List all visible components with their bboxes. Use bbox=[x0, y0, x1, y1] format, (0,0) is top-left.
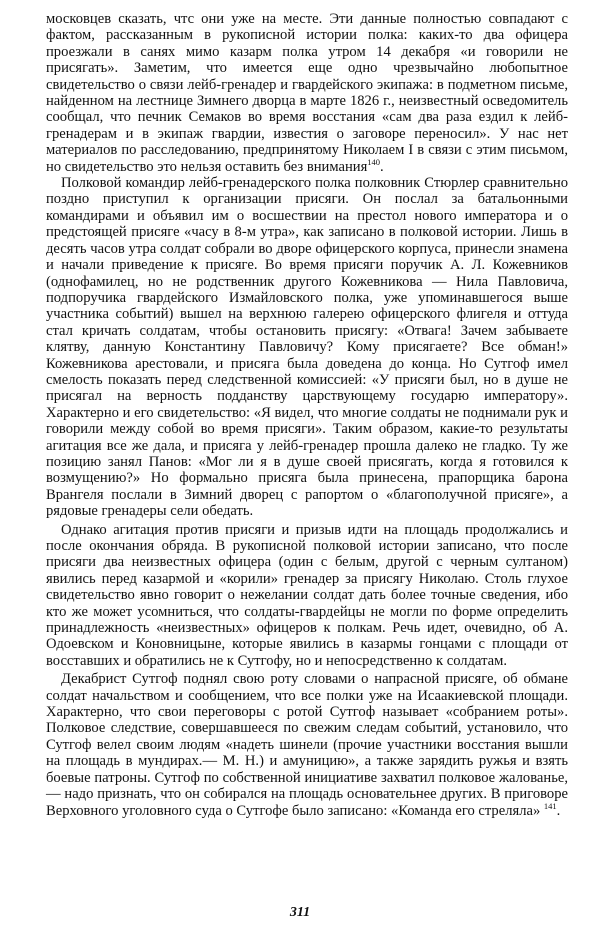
paragraph-text: Однако агитация против присяги и призыв идти на площадь продолжались и после окончания обряда. В рукописной полковой истории записано, что после присяги два неизвестных офицера (один с белым, другой с черным султаном) явились перед казармой и «корили» гренадер за присягу Николаю. Столь глухое свидетельство явно говорит о нежелании солдат дать более точные сведения, ибо кто же может усомниться, что солдаты-гвардейцы не могли по форме определить принадлежность «неизвестных» офицеров к полкам. Речь идет, очевидно, об А. Одоевском и Коновницыне, которые явились в казармы гонцами с площади от восставших и обратились не к Сутгофу, но и непосредственно к солдатам. bbox=[46, 521, 568, 669]
paragraph-2 bbox=[46, 175, 568, 520]
paragraph-1: московцев сказать, чтс они уже на месте. Эти данные полностью совпадают с фактом, рассказанным в рукописной истории полка: каких-то два офицера проезжали в санях мимо казарм полка утром 14 декабря «и говорили не присягать». Заметим, что имеется еще одно чрезвычайно любопытное свидетельство о связи лейб-гренадер и гвардейского экипажа: в подметном письме, найденном на лестнице Зимнего дворца в марте 1826 г., неизвестный осведомитель сообщал, что печник Семаков во время восстания «сам два раза ездил к лейб-гренадерам и в экипаж гвардии, известия о заговоре переносил». У нас нет материалов по расследованию, предпринятому Николаем I в связи с этим письмом, но свидетельство это нельзя оставить без внимания$^{140}$. bbox=[46, 11, 568, 175]
paragraph-4: Декабрист Сутгоф поднял свою роту словами о напрасной присяге, об обмане солдат начальством и сообщением, что все полки уже на Исаакиевской площади. Характерно, что свои переговоры с ротой Сутгоф называет «собранием роты». Полковое следствие, совершавшееся по свежим следам событий, установило, что Сутгоф велел своим людям «надеть шинели (прочие участники восстания вышли на площадь в мундирах.— М. Н.) и амуницию», а также зарядить ружья и взять боевые патроны. Сутгоф по собственной инициативе захватил полковое жалованье,— надо признать, что он собирался на площадь основательнее других. В приговоре Верховного уголовного суда о Сутгофе было записано: «Команда его стреляла» $^{141}$. bbox=[46, 671, 568, 819]
paragraph-text: московцев сказать, чтс они уже на месте. Эти данные полностью совпадают с фактом, рассказанным в рукописной истории полка: каких-то два офицера проезжали в санях мимо казарм полка утром 14 декабря «и говорили не присягать». Заметим, что имеется еще одно чрезвычайно любопытное свидетельство о связи лейб-гренадер и гвардейского экипажа: в подметном письме, найденном на лестнице Зимнего дворца в марте 1826 г., неизвестный осведомитель сообщал, что печник Семаков во время восстания «сам два раза ездил к лейб-гренадерам и в экипаж гвардии, известия о заговоре переносил». У нас нет материалов по расследованию, предпринятому Николаем I в связи с этим письмом, но свидетельство это нельзя оставить без внимания bbox=[46, 11, 568, 175]
paragraph-text: Декабрист Сутгоф поднял свою роту словами о напрасной присяге, об обмане солдат начальством и сообщением, что все полки уже на Исаакиевской площади. Характерно, что свои переговоры с ротой Сутгоф называет «собранием роты». Полковое следствие, совершавшееся по свежим следам событий, установило, что Сутгоф велел своим людям «надеть шинели (прочие участники восстания вышли на площадь в мундирах.— М. Н.) и амуницию», а также зарядить ружья и взять боевые патроны. Сутгоф по собственной инициативе захватил полковое жалованье,— надо признать, что он собирался на площадь основательнее других. В приговоре Верховного уголовного суда о Сутгофе было записано: «Команда его стреляла» bbox=[46, 671, 568, 819]
paragraph-text: Полковой командир лейб-гренадерского полка полковник Стюрлер сравнительно поздно приступил к организации присяги. Он послал за батальонными командирами и объявил им о восшествии на престол нового императора и о предстоящей присяге «часу в 8-м утра», как записано в полковой истории. Лишь в десять часов утра солдат собрали во дворе офицерского корпуса, принесли знамена и начали приведение к присяге. Во время присяги поручик А. Л. Кожевников (однофамилец, но не родственник другого Кожевникова — Нила Павловича, подпоручика гвардейского Измайловского полка, уже упоминавшегося выше участника событий) вышел на верхнюю галерею офицерского флигеля и оттуда стал кричать солдатам, чтобы остановить присягу: «Отвага! Зачем забываете клятву, данную Константину Павловичу? Кому присягаете? Все обман!» Кожевникова арестовали, и присяга была доведена до конца. Но Сутгоф имел смелость показать перед следственной комиссией: «У присяги был, но в душе не присягал на верность подданству царствующему государю императору». Характерно и его свидетельство: «Я видел, что многие солдаты не поднимали рук и говорили между собой во время присяги». Таким образом, какие-то результаты агитация все же дала, и присяга у лейб-гренадер прошла далеко не гладко. Ту же позицию занял Панов: «Мог ли я в душе своей присягать, когда я готовился к возмущению?» Но формально присяга была принесена, прапорщика барона Врангеля послали в Зимний дворец с рапортом о «благополучной присяге», а рядовые гренадеры сели обедать. bbox=[46, 175, 568, 520]
paragraph-3 bbox=[46, 522, 568, 670]
page-number: 311 bbox=[289, 905, 311, 920]
body-text bbox=[46, 11, 568, 819]
footnote-ref: 140 bbox=[367, 156, 381, 167]
footnote-ref: 141 bbox=[543, 800, 557, 811]
